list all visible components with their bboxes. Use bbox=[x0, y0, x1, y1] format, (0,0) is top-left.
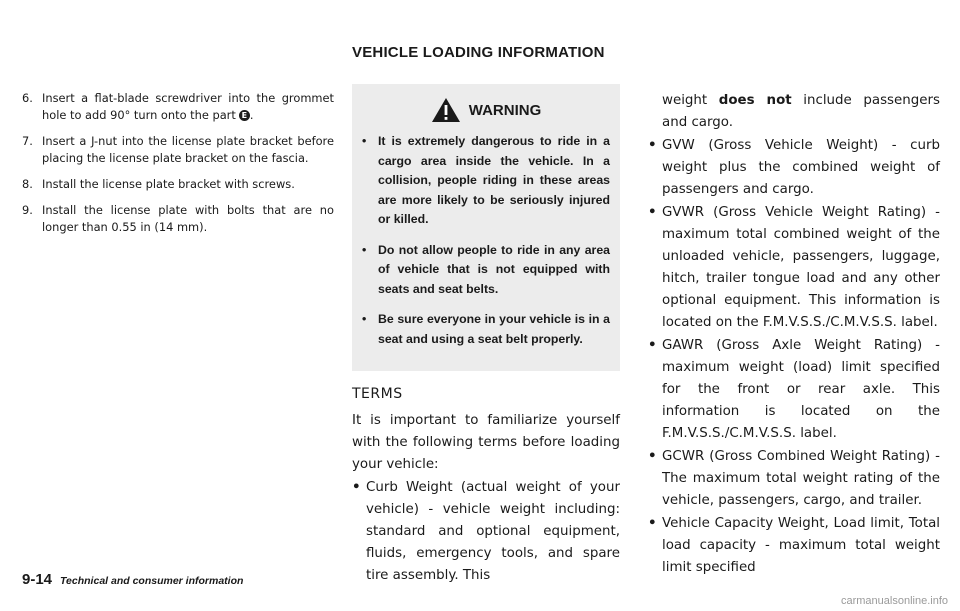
step-item bbox=[22, 176, 334, 193]
term-item-gcwr bbox=[648, 446, 940, 512]
bullet-icon: • bbox=[362, 312, 367, 326]
step-number: 6. bbox=[22, 91, 33, 105]
warning-item bbox=[362, 241, 610, 300]
warning-text: Be sure everyone in your vehicle is in a seat and using a seat belt properly. bbox=[378, 312, 610, 346]
term-text: GVW (Gross Vehicle Weight) - curb weight plus the combined weight of passengers and cargo. bbox=[662, 138, 940, 197]
section-title: VEHICLE LOADING INFORMATION bbox=[352, 44, 605, 61]
steps-list bbox=[22, 90, 334, 236]
warning-title: WARNING bbox=[468, 101, 542, 119]
terms-heading: TERMS bbox=[352, 386, 403, 402]
steps-column bbox=[22, 90, 334, 245]
warning-text: It is extremely dangerous to ride in a cargo area inside the vehicle. In a collision, people riding in these areas are more likely to be seriously injured or killed. bbox=[378, 134, 610, 226]
term-text: Curb Weight (actual weight of your vehicle) - vehicle weight including: standard and optional equipment, fluids, emergency tools, and spare tire assembly. This bbox=[366, 480, 620, 583]
warning-text: Do not allow people to ride in any area of vehicle that is not equipped with seats and seat belts. bbox=[378, 242, 610, 296]
emphasis-text: does not bbox=[718, 93, 792, 108]
page-number: 9-14 bbox=[22, 571, 53, 588]
step-text: Install the license plate bracket with screws. bbox=[42, 177, 295, 191]
bullet-icon: • bbox=[648, 138, 657, 153]
term-continuation: weight does not include passengers and cargo. bbox=[662, 93, 940, 130]
bullet-icon: • bbox=[362, 134, 367, 148]
term-text: GVWR (Gross Vehicle Weight Rating) - maximum total combined weight of the unloaded vehicle, passengers, luggage, hitch, trailer tongue load and any other optional equipment. This information is located on the F.M.V.S.S./C.M.V.S.S. label. bbox=[662, 205, 940, 330]
page-footer bbox=[22, 571, 243, 588]
term-text: GCWR (Gross Combined Weight Rating) - The maximum total weight rating of the vehicle, passengers, cargo, and trailer. bbox=[662, 449, 940, 508]
step-item: 6. Insert a flat-blade screwdriver into the grommet hole to add 90° turn onto the part E . bbox=[22, 91, 334, 122]
step-text: Insert a flat-blade screwdriver into the grommet hole to add 90° turn onto the part bbox=[42, 91, 334, 122]
terms-list-start bbox=[352, 477, 620, 587]
bullet-icon: • bbox=[648, 516, 657, 531]
step-number: 7. bbox=[22, 134, 33, 148]
bullet-icon: • bbox=[648, 338, 657, 353]
bullet-icon: • bbox=[352, 480, 361, 495]
warning-header bbox=[362, 96, 610, 124]
chapter-title: Technical and consumer information bbox=[60, 575, 244, 587]
bullet-icon: • bbox=[362, 242, 367, 257]
bullet-icon: • bbox=[648, 205, 657, 220]
term-item-gawr bbox=[648, 335, 940, 445]
step-number: 8. bbox=[22, 177, 33, 191]
step-text: Install the license plate with bolts that are no longer than 0.55 in (14 mm). bbox=[42, 203, 334, 234]
term-item-gvw bbox=[648, 135, 940, 201]
step-item bbox=[22, 202, 334, 236]
warning-item bbox=[362, 132, 610, 230]
step-number: 9. bbox=[22, 203, 33, 217]
term-item-gvwr bbox=[648, 202, 940, 334]
watermark: carmanualsonline.info bbox=[840, 595, 948, 607]
callout-e-icon: E bbox=[239, 110, 250, 121]
term-item-curb-weight bbox=[352, 477, 620, 587]
step-item bbox=[22, 133, 334, 167]
terms-column-right bbox=[648, 90, 940, 580]
warning-triangle-icon bbox=[431, 97, 461, 123]
term-text: GAWR (Gross Axle Weight Rating) - maximum weight (load) limit specified for the front or rear axle. This information is located on the F.M.V.S.S./C.M.V.S.S. label. bbox=[662, 338, 940, 441]
step-text: Insert a J-nut into the license plate bracket before placing the license plate bracket on the fascia. bbox=[42, 134, 334, 165]
bullet-icon: • bbox=[648, 449, 657, 464]
terms-intro: It is important to familiarize yourself with the following terms before loading your vehicle: bbox=[352, 413, 620, 472]
warning-item bbox=[362, 310, 610, 349]
term-text: Vehicle Capacity Weight, Load limit, Total load capacity - maximum total weight limit specified bbox=[662, 516, 940, 575]
warning-box bbox=[352, 84, 620, 371]
term-item-capacity-weight bbox=[648, 513, 940, 579]
